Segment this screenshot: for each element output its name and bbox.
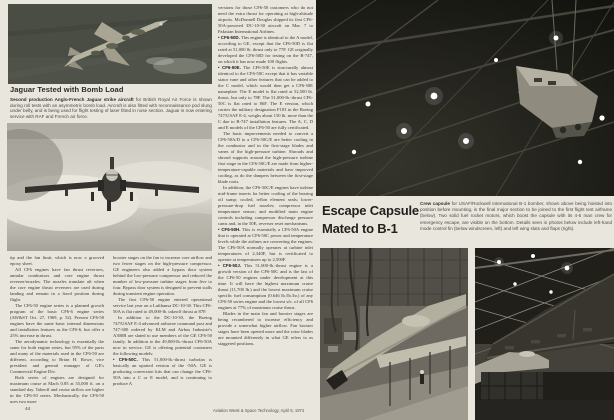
paragraph: Blades in the main fan and booster stages are being recambered to increase efficiency and provide a somewhat higher airflow. Fan booster stages have been opened more and the rotor blades are mounted differently in what GE refers to as staggered positions. (218, 311, 313, 346)
escape-caption-rest: for USAF/Rockwell International B-1 bomber, shown above being hoisted into position before mounting, is the final major section to be joined to the first flight test airframe (below). Two solid fuel rocket motors, which boost the capsule with its 4-6 man crew for emergency escape, are visible on the bottom. Details seen in photos below include left-hand mode control fin (below windscreen, left) and left wing slats and flaps (right). (420, 201, 612, 231)
jaguar-caption-rest: for British Royal Air Force is shown during roll tests with an asymmetric bomb load. Aircraft is also fitted with reconnaissance pod slung under belly, and is being used for flight testing of laser fitted in nose section. Jaguar is now entering service with RAF and French air force. (10, 97, 212, 119)
escape-caption (420, 201, 612, 232)
paragraph: • CF6-50H. This is essentially a CF6-50A engine that is operated at CF6-50C power and temperature levels while the airlines are converting the engines. The CF6-50A normally operates at turbine inlet temperatures of 2,340F, but is certificated to operate at temperatures up to 2,500F. (218, 227, 313, 262)
paragraph: • CF6-50J. This 51,000-lb.-thrust engine is a growth version of the CF6-50C and is the last of the CF6-50 engines under development at this time. It will have the highest maximum cruise thrust (11,700 lb.) and the lowest maximum cruise specific fuel consumption (0.646 lb./lb./hr.) of any CF6-50 series engine and the lowest sfc. of all CF6 engines at 77% of maximum cruise thrust. (218, 263, 313, 310)
paragraph: Both series of engines are designed for maximum cruise at Mach 0.85 at 35,000 ft. on a standard day. Takeoff and cruise airflow are higher in the CF6-50 series. Mechanically, the CF6-50 uses two more (10, 375, 104, 404)
paragraph: In addition to the DC-10-30, the Boeing 747/USAF E-4 advanced airborne command post and 747-300 ordered by KLM and Airbus Industrie's A300B are slated to use members of the GE CF6-50 family. In addition to the 49,000-lb.-thrust CF6-50A now in service, GE is offering potential customers the following models: (113, 315, 212, 356)
jaguar-top-view-photo (8, 4, 212, 84)
paragraph: The CF6-50 engine series is a planned growth program of the basic CF6-6 engine series (AW&ST Oct. 27, 1969, p. 52). Present CF6-50 engines have the same basic internal dimensions and installation features as the CF6-6, but offer a 25% increase in thrust. (10, 303, 104, 338)
paragraph: booster stages on the fan to increase core airflow and two fewer stages on the high-pressure compressor. GE engineers also added a bypass door system behind the low-pressure compressor and reduced the number of low-pressure turbine stages from five to four. Bypass door system is designed to prevent stalls during transient engine operation. (113, 255, 212, 296)
journal-footer: Aviation Week & Space Technology, April 8, 1974 (213, 408, 305, 413)
b1-wing-flaps-photo (475, 248, 614, 420)
text-column-2 (113, 255, 212, 405)
paragraph: • CF6-50C. This 51,000-lb.-thrust turbofan is basically an uprated version of the -50A. GE is producing conversion kits that can change the CF6-50A into a C or E model, and is continuing to produce A (113, 357, 212, 386)
capsule-hoist-photo (316, 0, 614, 196)
escape-heading-line2: Mated to B-1 (322, 221, 398, 236)
escape-heading (322, 202, 422, 238)
paragraph: • CF6-50D. This engine is identical to the A model, according to GE, except that the CF6-50D is flat rated at 51,000 lb. thrust only to 77F. GE originally developed the CF6-50D for testing on the B-747, on which it has now made 100 flights. (218, 35, 313, 64)
paragraph: In addition, the CF6-50C/E engines have turbine mid-frame inserts for better cooling of the bearing oil sump; cooled, teflon element seals; lower-pressure-drop fuel nozzles; compressor inlet temperature sensor; and modified main engine controls including compressor discharge pressure cams and, in the 50E, reverser reset mechanisms. (218, 185, 313, 226)
page-number: 44 (25, 407, 31, 412)
paragraph: The aerodynamic technology is essentially the same for both engine series, but 95% of the parts and many of the materials used in the CF6-50 are different, according to Brian H. Rowe, vice president and general manager of GE's Commercial Engine Div. (10, 339, 104, 374)
jaguar-caption (10, 97, 212, 119)
escape-heading-line1: Escape Capsule (322, 203, 419, 218)
jaguar-caption-lead: Second production Anglo-French Jaguar strike aircraft (10, 97, 134, 102)
text-column-1 (10, 255, 104, 405)
paragraph: The first CF6-50 engine entered operational service last year on a Lufthansa DC-10-30. This CF6-50A is flat rated to 49,000-lb. takeoff thrust at 87F. (113, 297, 212, 314)
jaguar-head-on-photo (7, 123, 212, 251)
escape-caption-lead: Crew capsule (420, 201, 450, 206)
paragraph: versions for those CF6-50 customers who do not need the extra thrust for operating at high-altitude airports. McDonnell Douglas shipped its first CF6-50A-powered DC-10-30 aircraft on Mar. 7 to Pakistan International Airlines. (218, 5, 313, 34)
paragraph: The basic improvements needed to convert a CF6-50A/D to a CF6-50C/E are better cooling in the combustor and in the first-stage blades and vanes of the high-pressure turbine. Shrouds and shroud supports around the high-pressure turbine first stage in the CF6-50C/E are made from higher-temperature-capable materials and have improved cooling, as do the dampers between the first-stage blade roots. (218, 131, 313, 184)
jaguar-heading: Jaguar Tested with Bomb Load (10, 85, 124, 94)
text-column-3 (218, 5, 313, 405)
paragraph: tip and the fan limit, which is now a grooved epoxy sheet. (10, 255, 104, 266)
paragraph: • CF6-50E. The CF6-50E is structurally almost identical to the CF6-50C except that it has variable stator vane and other features that can be added to the C model, which would then get a CF6-50E nameplate. The E model is flat rated at 52,500 lb. thrust, but only to 78F. The 51,000-lb.-thrust CF6-50C is flat rated to 86F. The E version, which carries the military designation F103 in the Boeing 747/USAF E-4, weighs about 150 lb. more than the C due to B-747 installation features. The A, C, D and E models of the CF6-50 are fully certificated. (218, 65, 313, 130)
b1-fuselage-assembly-photo (320, 248, 468, 420)
paragraph: All CF6 engines have fan thrust reversers, annular combustors and core engine thrust reverser/nozzles. The nozzles translate aft when the core engine thrust reversers are used during landing and remain in a fixed position during flight. (10, 267, 104, 302)
